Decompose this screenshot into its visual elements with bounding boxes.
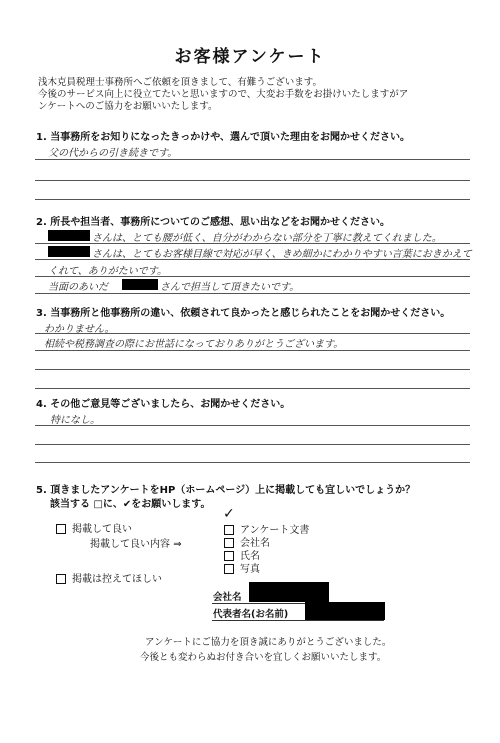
redaction-bar <box>122 279 158 290</box>
question-5: 5. 頂きましたアンケートをHP（ホームページ）上に掲載しても宜しいでしょうか？ <box>36 485 416 496</box>
answer-line <box>35 388 470 389</box>
answer-2-line-1: さんは、とても腰が低く、自分がわからない部分を丁寧に教えてくれました。 <box>92 233 442 244</box>
question-3: 3. 当事務所と他事務所の違い、依頼されて良かったと感じられたことをお聞かせください。 <box>36 308 451 319</box>
option-photo[interactable] <box>224 560 260 575</box>
signature-line <box>212 620 384 621</box>
closing-line-2: 今後とも変わらぬお付き合いを宜しくお願いいたします。 <box>140 652 387 663</box>
checkbox-publish-ng[interactable] <box>56 574 66 584</box>
option-photo-label: 写真 <box>240 564 260 575</box>
answer-line <box>35 276 470 277</box>
answer-line <box>35 369 470 370</box>
intro-line-3: ンケートへのご協力をお願いいたします。 <box>38 101 218 112</box>
intro-line-1: 浅木克員税理士事務所へご依頼を頂きまして、有難うございます。 <box>38 77 323 88</box>
answer-line <box>35 425 470 426</box>
closing-line-1: アンケートにご協力を頂き誠にありがとうございました。 <box>145 637 392 648</box>
publish-content-label <box>90 535 182 550</box>
option-publish-ok[interactable] <box>56 520 132 535</box>
answer-4: 特になし。 <box>50 415 100 426</box>
intro-line-2: 今後のサービス向上に役立てたいと思いますので、大変お手数をお掛けいたしますがア <box>38 89 409 100</box>
checkbox-photo[interactable] <box>224 564 234 574</box>
answer-line <box>35 444 470 445</box>
option-survey-text-label: アンケート文書 <box>240 525 310 536</box>
redaction-bar <box>48 230 90 241</box>
redaction-bar <box>249 582 329 602</box>
option-company-name-label: 会社名 <box>240 538 270 549</box>
answer-line <box>35 243 470 244</box>
answer-3-line-1: わかりません。 <box>44 324 115 335</box>
check-mark-icon: ✓ <box>223 506 235 522</box>
answer-line <box>35 180 470 181</box>
redaction-bar <box>48 246 90 257</box>
answer-2-line-4b: さんで担当して頂きたいです。 <box>160 282 300 293</box>
question-4: 4. その他ご意見等ございましたら、お聞かせください。 <box>36 399 291 410</box>
publish-content-text: 掲載して良い内容 <box>90 539 170 550</box>
option-publish-ng-label: 掲載は控えてほしい <box>72 574 162 585</box>
answer-line <box>35 293 470 294</box>
question-5-instruction: 該当する □に、✔をお願いします。 <box>50 499 211 510</box>
answer-line <box>35 462 470 463</box>
answer-line <box>35 199 470 200</box>
answer-line <box>35 350 470 351</box>
redaction-bar <box>305 602 385 620</box>
option-publish-ng[interactable] <box>56 570 162 585</box>
answer-line <box>35 333 470 334</box>
checkbox-publish-ok[interactable] <box>56 524 66 534</box>
answer-line <box>35 159 470 160</box>
representative-name-label: 代表者名(お名前) <box>213 609 289 620</box>
answer-2-line-2: さんは、とてもお客様目線で対応が早く、きめ細かにわかりやすい言葉におきかえて <box>92 249 472 260</box>
question-2: 2. 所長や担当者、事務所についてのご感想、思い出などをお聞かせください。 <box>36 217 391 228</box>
arrow-icon: ⇒ <box>173 539 182 550</box>
answer-1: 父の代からの引き続きです。 <box>48 148 178 159</box>
page-title: お客様アンケート <box>174 47 326 67</box>
answer-line <box>35 259 470 260</box>
answer-2-line-3: くれて、ありがたいです。 <box>48 266 167 277</box>
option-publish-ok-label: 掲載して良い <box>72 524 132 535</box>
option-person-name-label: 氏名 <box>240 551 260 562</box>
question-1: 1. 当事務所をお知りになったきっかけや、選んで頂いた理由をお聞かせください。 <box>36 132 411 143</box>
answer-2-line-4a: 当面のあいだ <box>48 282 108 293</box>
company-name-label: 会社名 <box>213 592 242 603</box>
answer-3-line-2: 相続や税務調査の際にお世話になっておりありがとうございます。 <box>44 339 344 350</box>
